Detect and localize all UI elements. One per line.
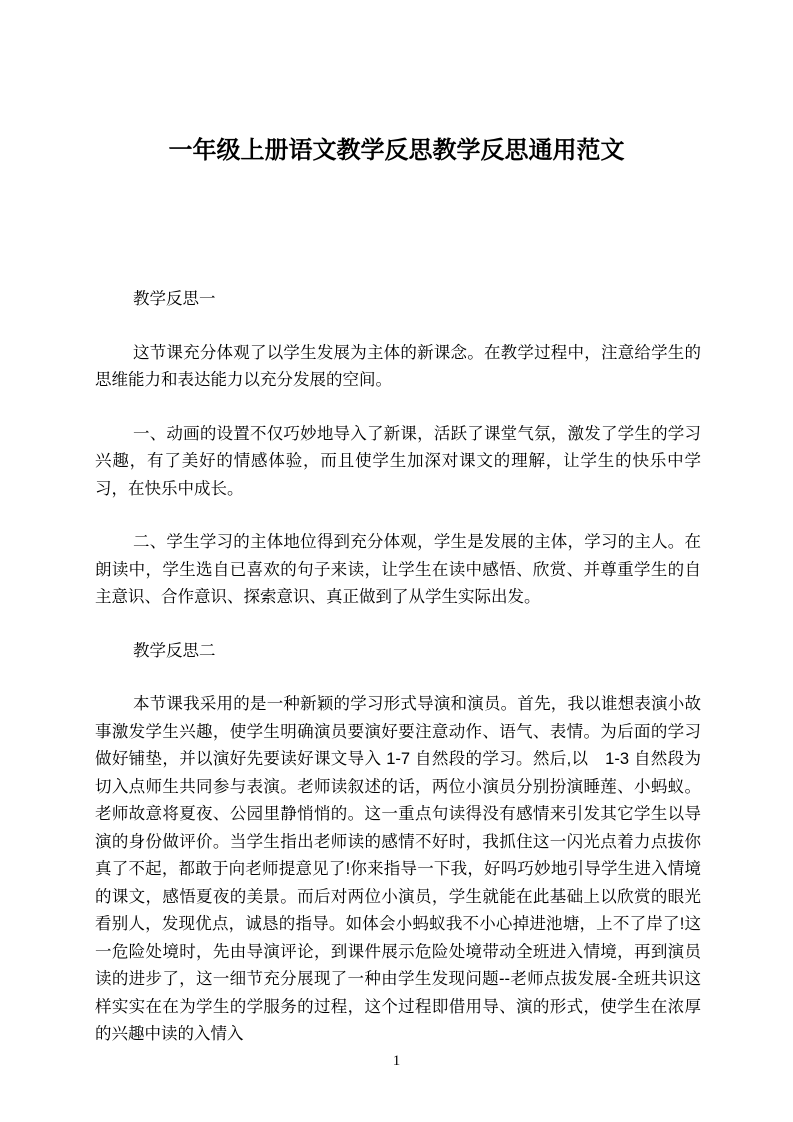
paragraph: 二、学生学习的主体地位得到充分体观，学生是发展的主体，学习的主人。在朗读中，学生选自已喜欢的句子来读，让学生在读中感悟、欣赏、并尊重学生的自主意识、合作意识、探索意识、真正做到了从学生实际出发。	[95, 533, 701, 606]
paragraph: 教学反思一	[133, 290, 216, 308]
document-body	[95, 286, 701, 1049]
document-title: 一年级上册语文教学反思教学反思通用范文	[168, 137, 625, 164]
paragraph: 一、动画的设置不仅巧妙地导入了新课，活跃了课堂气氛，激发了学生的学习兴趣，有了美好的情感体验，而且使学生加深对课文的理解，让学生的快乐中学习，在快乐中成长。	[95, 424, 701, 498]
page-number: 1	[392, 1053, 401, 1069]
paragraph: 本节课我采用的是一种新颖的学习形式导演和演员。首先，我以谁想表演小故事激发学生兴趣，使学生明确演员要演好要注意动作、语气、表情。为后面的学习做好铺垫，并以演好先要读好课文导入 1-7 自然段的学习。然后,以 1-3 自然段为切入点师生共同参与表演。老师读叙述的话，两位小演员分别扮演睡莲、小蚂蚁。老师故意将夏夜、公园里静悄悄的。这一重点句读得没有感情来引发其它学生以导演的身份做评价。当学生指出老师读的感情不好时，我抓住这一闪光点着力点拔你真了不起，都敢于向老师提意见了!你来指导一下我，好吗巧妙地引导学生进入情境的课文，感悟夏夜的美景。而后对两位小演员，学生就能在此基础上以欣赏的眼光看别人，发现优点，诚恳的指导。如体会小蚂蚁我不小心掉进池塘，上不了岸了!这一危险处境时，先由导演评论，到课件展示危险处境带动全班进入情境，再到演员读的进步了，这一细节充分展现了一种由学生发现问题--老师点拔发展-全班共识这样实实在在为学生的学服务的过程，这个过程即借用导、演的形式，使学生在浓厚的兴趣中读的入情入	[95, 695, 701, 1043]
paragraph: 教学反思二	[133, 641, 216, 660]
paragraph: 这节课充分体观了以学生发展为主体的新课念。在教学过程中，注意给学生的思维能力和表达能力以充分发展的空间。	[95, 343, 701, 389]
